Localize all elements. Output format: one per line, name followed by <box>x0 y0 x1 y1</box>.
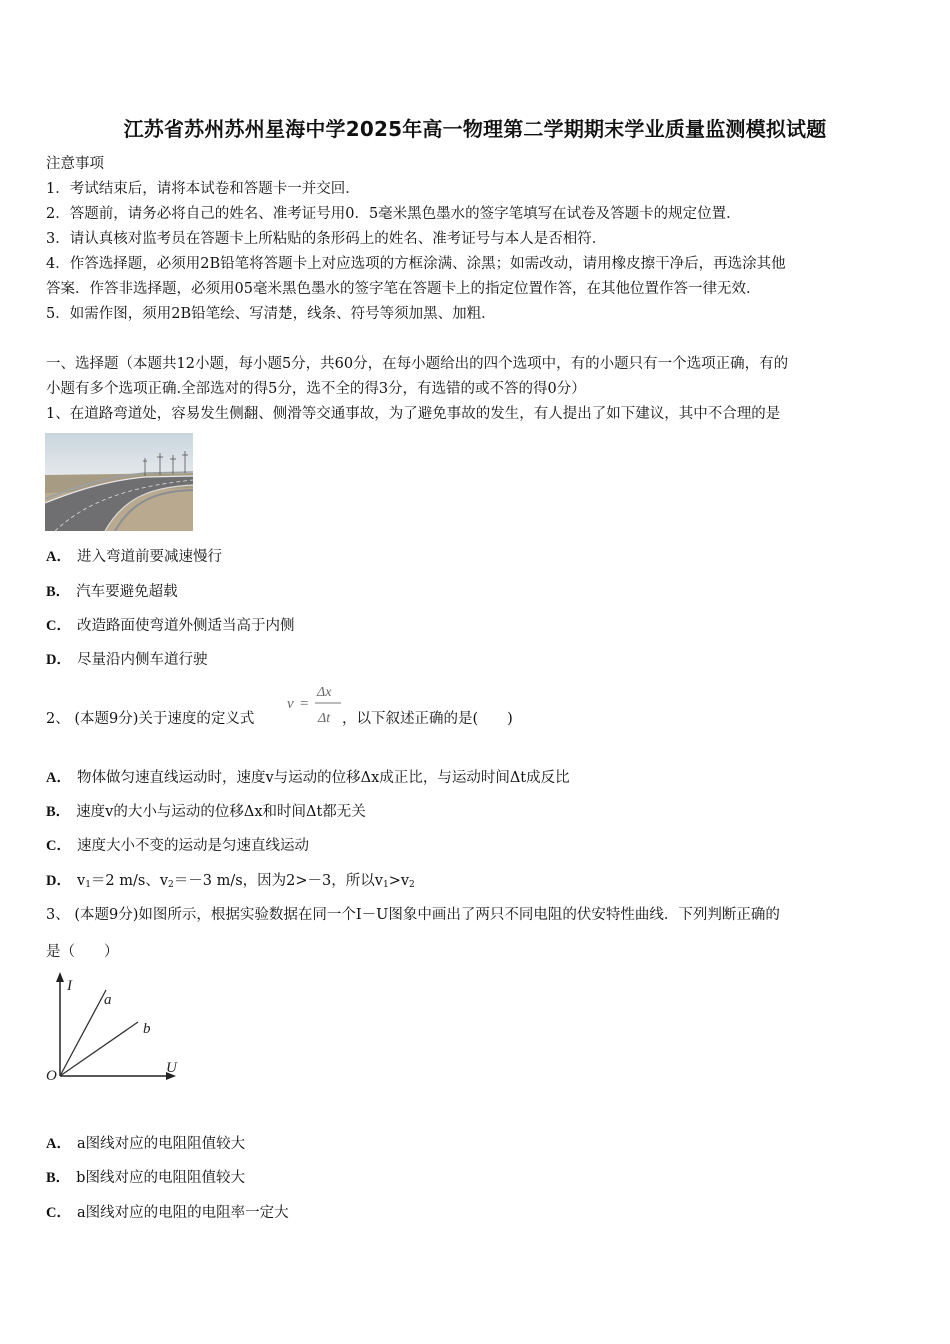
notice-item-3: 3．请认真核对监考员在答题卡上所粘贴的条形码上的姓名、准考证号与本人是否相符． <box>46 231 607 247</box>
line-a <box>60 990 106 1076</box>
q3-option-c: C． a图线对应的电阻的电阻率一定大 <box>46 1205 289 1221</box>
q1-option-b: B． 汽车要避免超载 <box>46 584 178 600</box>
notice-item-2: 2．答题前，请务必将自己的姓名、准考证号用0．5毫米黑色墨水的签字笔填写在试卷及答题卡的规定位置． <box>46 206 741 222</box>
q2-stem-suffix: ，以下叙述正确的是( ) <box>342 711 513 727</box>
curved-road-photo <box>45 433 193 531</box>
q1-option-d: D． 尽量沿内侧车道行驶 <box>46 652 208 668</box>
q1-option-a: A． 进入弯道前要减速慢行 <box>46 549 222 565</box>
i-axis-arrow <box>56 972 64 982</box>
formula-eq: = <box>300 696 309 712</box>
notice-item-5: 5．如需作图，须用2B铅笔绘、写清楚，线条、符号等须加黑、加粗． <box>46 306 496 322</box>
notice-item-1: 1．考试结束后，请将本试卷和答题卡一并交回． <box>46 181 360 197</box>
notice-item-4-cont: 答案．作答非选择题，必须用05毫米黑色墨水的签字笔在答题卡上的指定位置作答，在其他位置作答一律无效． <box>46 281 761 297</box>
formula-lhs: v <box>287 696 294 712</box>
iu-graph <box>45 966 213 1114</box>
line-b-label: b <box>143 1021 151 1037</box>
line-a-label: a <box>104 992 112 1008</box>
q1-stem: 1、在道路弯道处，容易发生侧翻、侧滑等交通事故，为了避免事故的发生，有人提出了如下建议，其中不合理的是 <box>46 406 781 422</box>
q3-stem: 3、 (本题9分)如图所示，根据实验数据在同一个I－U图象中画出了两只不同电阻的伏安特性曲线．下列判断正确的 <box>46 907 780 923</box>
velocity-formula <box>286 680 344 728</box>
section-header: 一、选择题（本题共12小题，每小题5分，共60分，在每小题给出的四个选项中，有的小题只有一个选项正确，有的 <box>46 356 789 372</box>
q2-stem: 2、 (本题9分)关于速度的定义式 <box>46 711 255 727</box>
q3-option-b: B． b图线对应的电阻阻值较大 <box>46 1170 245 1186</box>
formula-numerator: Δx <box>317 685 332 700</box>
q3-stem-cont: 是（ ） <box>46 944 119 960</box>
q2-option-c: C． 速度大小不变的运动是匀速直线运动 <box>46 838 309 854</box>
line-b <box>60 1022 138 1076</box>
section-header-cont: 小题有多个选项正确.全部选对的得5分，选不全的得3分，有选错的或不答的得0分） <box>46 381 586 397</box>
q3-option-a: A． a图线对应的电阻阻值较大 <box>46 1136 246 1152</box>
notice-heading: 注意事项 <box>46 156 104 172</box>
origin-label: O <box>46 1068 57 1084</box>
q2-option-d: D． $v_1=2$ m/s、$v_2=-3$ m/s，因为2>－3，所以$v_1>v_2$ <box>46 873 415 890</box>
q2-option-b: B． 速度v的大小与运动的位移Δx和时间Δt都无关 <box>46 804 366 820</box>
i-axis-label: I <box>67 978 72 994</box>
notice-item-4: 4．作答选择题，必须用2B铅笔将答题卡上对应选项的方框涂满、涂黑；如需改动，请用橡皮擦干净后，再选涂其他 <box>46 256 786 272</box>
formula-denominator: Δt <box>318 711 331 726</box>
exam-title: 江苏省苏州苏州星海中学2025年高一物理第二学期期末学业质量监测模拟试题 <box>123 117 827 141</box>
q1-option-c: C． 改造路面使弯道外侧适当高于内侧 <box>46 618 295 634</box>
q2-option-a: A． 物体做匀速直线运动时，速度v与运动的位移Δx成正比，与运动时间Δt成反比 <box>46 770 570 786</box>
u-axis-label: U <box>166 1060 177 1076</box>
